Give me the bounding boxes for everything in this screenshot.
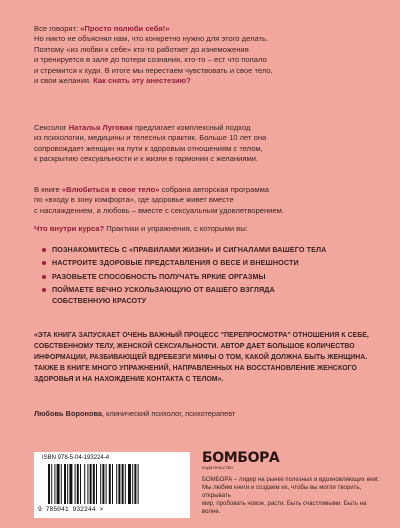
- bullet-icon: [42, 288, 46, 292]
- isbn-label: ISBN 978-5-04-193224-4: [42, 455, 110, 461]
- about-paragraph: [34, 185, 364, 216]
- publisher-logo: БОМБОРА: [202, 450, 280, 466]
- author-paragraph: [34, 123, 364, 165]
- book-title: «Влюбиться в свое тело»: [61, 185, 160, 194]
- about-line-2: по «входу в зону комфорта», где здоровье живет вместе: [34, 195, 234, 205]
- publisher-subtitle: издательство: [202, 465, 233, 470]
- intro-highlight: «Просто полюби себя!»: [80, 24, 170, 33]
- reviewer-name: Любовь Воронова: [34, 409, 103, 418]
- publisher-block: [202, 450, 382, 516]
- reviewer-role: , клинический психолог, психотерапевт: [102, 409, 236, 418]
- benefits-list: [42, 245, 342, 309]
- author-line-3: сопровождает женщин на пути к здоровым отношениям с телом,: [34, 143, 263, 153]
- intro-line-3: Поэтому «из любви к себе» кто-то работает до изнеможения: [34, 44, 249, 54]
- intro-question: Как снять эту анестезию?: [93, 76, 191, 86]
- intro-line-1: Все говорят: «Просто полюби себя!»: [34, 24, 170, 33]
- quote-line-1: «ЭТА КНИГА ЗАПУСКАЕТ ОЧЕНЬ ВАЖНЫЙ ПРОЦЕСС "ПЕРЕПРОСМОТРА" ОТНОШЕНИЯ К СЕБЕ,: [34, 332, 369, 339]
- intro-line-5: и стремится к худи. В итоге мы перестаем чувствовать и свое тело,: [34, 65, 273, 75]
- course-intro: Что внутри курса? Практики и упражнения, с которыми вы:: [34, 224, 248, 233]
- list-item-continuation: СОБСТВЕННУЮ КРАСОТУ: [52, 295, 147, 305]
- about-line-1: В книге «Влюбиться в свое тело» собрана авторская программа: [34, 185, 270, 194]
- review-quote: [34, 330, 372, 385]
- barcode-panel: [34, 452, 190, 518]
- quote-line-5: ЗДОРОВЬЯ И НА НАХОЖДЕНИЕ КОНТАКТА С ТЕЛОМ».: [34, 376, 224, 383]
- quote-line-2: СОБСТВЕННОМУ ТЕЛУ, ЖЕНСКОЙ СЕКСУАЛЬНОСТИ. АВТОР ДАЕТ БОЛЬШОЕ КОЛИЧЕСТВО: [34, 343, 355, 350]
- author-line-1: Сексолог Наталья Луговая предлагает комплексный подход: [34, 123, 251, 132]
- barcode-icon: [48, 464, 176, 506]
- course-question: Что внутри курса?: [34, 224, 105, 233]
- author-line-2: из психологии, медицины и телесных практик. Больше 10 лет она: [34, 133, 267, 143]
- list-item: ПОЙМАЕТЕ ВЕЧНО УСКОЛЬЗАЮЩУЮ ОТ ВАШЕГО ВЗГЛЯДА: [42, 285, 342, 295]
- bullet-icon: [42, 248, 46, 252]
- back-cover: [34, 0, 380, 528]
- intro-line-6: и свои желания. Как снять эту анестезию?: [34, 76, 191, 86]
- author-name: Наталья Луговая: [68, 123, 133, 132]
- intro-line-4: и тренируется в зале до потери сознания, кто-то – ест что попало: [34, 55, 267, 65]
- bullet-icon: [42, 275, 46, 279]
- quote-line-3: ИНФОРМАЦИИ, РАЗБИВАЮЩЕЙ ВДРЕБЕЗГИ МИФЫ О ТОМ, КАКОЙ ДОЛЖНА БЫТЬ ЖЕНЩИНА.: [34, 354, 368, 361]
- barcode-digits: 9 785041 932244 >: [38, 506, 104, 513]
- about-line-3: с наслаждением, а любовь – вместе с сексуальным удовлетворением.: [34, 205, 284, 215]
- list-item: НАСТРОИТЕ ЗДОРОВЫЕ ПРЕДСТАВЛЕНИЯ О ВЕСЕ И ВНЕШНОСТИ: [42, 258, 342, 268]
- publisher-description: БОМБОРА – лидер на рынке полезных и вдохновляющих книг. Мы любим книги и создаем их, чтобы вы могли творить, открывать мир, пробовать новое, расти. Быть счастливыми. Быть на волне.: [202, 476, 380, 515]
- intro-line-2: Но никто не объяснял нам, что конкретно нужно для этого делать.: [34, 34, 269, 44]
- list-item: ПОЗНАКОМИТЕСЬ С «ПРАВИЛАМИ ЖИЗНИ» И СИГНАЛАМИ ВАШЕГО ТЕЛА: [42, 245, 342, 255]
- list-item: РАЗОВЬЕТЕ СПОСОБНОСТЬ ПОЛУЧАТЬ ЯРКИЕ ОРГАЗМЫ: [42, 272, 342, 282]
- quote-attribution: [34, 409, 235, 418]
- bullet-icon: [42, 261, 46, 265]
- author-line-4: к раскрытию сексуальности и к жизни в гармонии с желаниями.: [34, 154, 259, 164]
- quote-line-4: ТАКЖЕ В КНИГЕ МНОГО УПРАЖНЕНИЙ, НАПРАВЛЕННЫХ НА ВОССТАНОВЛЕНИЕ ЖЕНСКОГО: [34, 365, 357, 372]
- intro-paragraph: [34, 24, 364, 86]
